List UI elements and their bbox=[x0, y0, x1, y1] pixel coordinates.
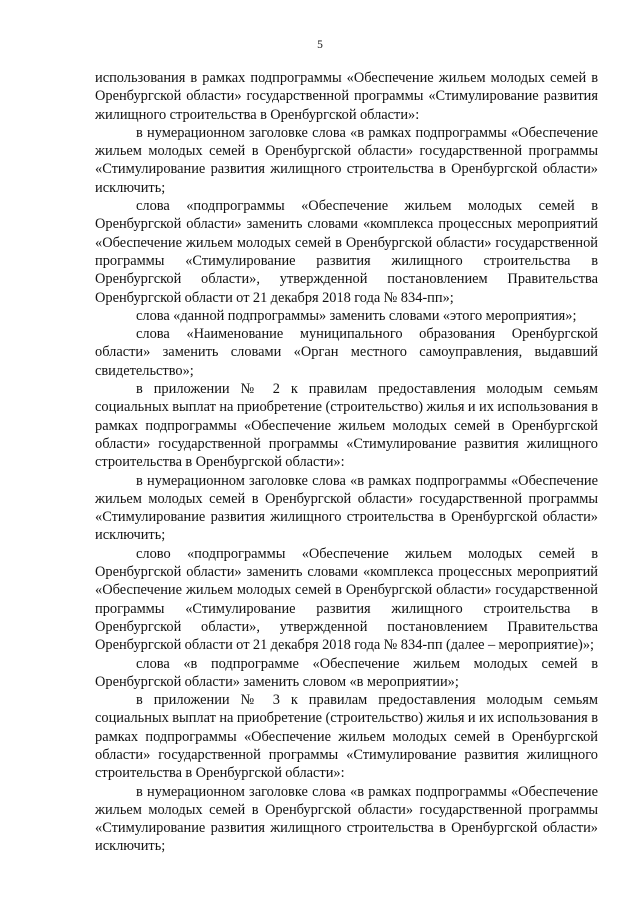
paragraph-7: в нумерационном заголовке слова «в рамках подпрограммы «Обеспечение жильем молодых семей в Оренбургской области» государственной программы «Стимулирование развития жилищного строительства в Оренбургской области» исключить; bbox=[95, 472, 598, 544]
page-number: 5 bbox=[317, 39, 323, 51]
paragraph-10: в приложении № 3 к правилам предоставления молодым семьям социальных выплат на приобретение (строительство) жилья и их использования в рамках подпрограммы «Обеспечение жильем молодых семей в Оренбургской области» государственной программы «Стимулирование развития жилищного строительства в Оренбургской области»: bbox=[95, 692, 598, 782]
paragraph-8: слово «подпрограммы «Обеспечение жильем молодых семей в Оренбургской области» заменить словами «комплекса процессных мероприятий «Обеспечение жильем молодых семей в Оренбургской области» государственной программы «Стимулирование развития жилищного строительства в Оренбургской области», утвержденной постановлением Правительства Оренбургской области от 21 декабря 2018 года № 834-пп (далее – мероприятие)»; bbox=[95, 545, 598, 654]
paragraph-5: слова «Наименование муниципального образования Оренбургской области» заменить словами «Орган местного самоуправления, выдавший свидетельство»; bbox=[95, 326, 598, 379]
document-body bbox=[95, 69, 598, 856]
paragraph-11: в нумерационном заголовке слова «в рамках подпрограммы «Обеспечение жильем молодых семей в Оренбургской области» государственной программы «Стимулирование развития жилищного строительства в Оренбургской области» исключить; bbox=[95, 783, 598, 855]
paragraph-1: использования в рамках подпрограммы «Обеспечение жильем молодых семей в Оренбургской области» государственной программы «Стимулирование развития жилищного строительства в Оренбургской области»: bbox=[95, 70, 598, 123]
paragraph-6: в приложении № 2 к правилам предоставления молодым семьям социальных выплат на приобретение (строительство) жилья и их использования в рамках подпрограммы «Обеспечение жильем молодых семей в Оренбургской области» государственной программы «Стимулирование развития жилищного строительства в Оренбургской области»: bbox=[95, 381, 598, 471]
paragraph-3: слова «подпрограммы «Обеспечение жильем молодых семей в Оренбургской области» заменить словами «комплекса процессных мероприятий «Обеспечение жильем молодых семей в Оренбургской области» государственной программы «Стимулирование развития жилищного строительства в Оренбургской области», утвержденной постановлением Правительства Оренбургской области от 21 декабря 2018 года № 834-пп»; bbox=[95, 198, 598, 306]
paragraph-2: в нумерационном заголовке слова «в рамках подпрограммы «Обеспечение жильем молодых семей в Оренбургской области» государственной программы «Стимулирование развития жилищного строительства в Оренбургской области» исключить; bbox=[95, 124, 598, 196]
paragraph-4: слова «данной подпрограммы» заменить словами «этого мероприятия»; bbox=[136, 307, 577, 324]
paragraph-9: слова «в подпрограмме «Обеспечение жильем молодых семей в Оренбургской области» заменить словом «в мероприятии»; bbox=[95, 655, 598, 690]
